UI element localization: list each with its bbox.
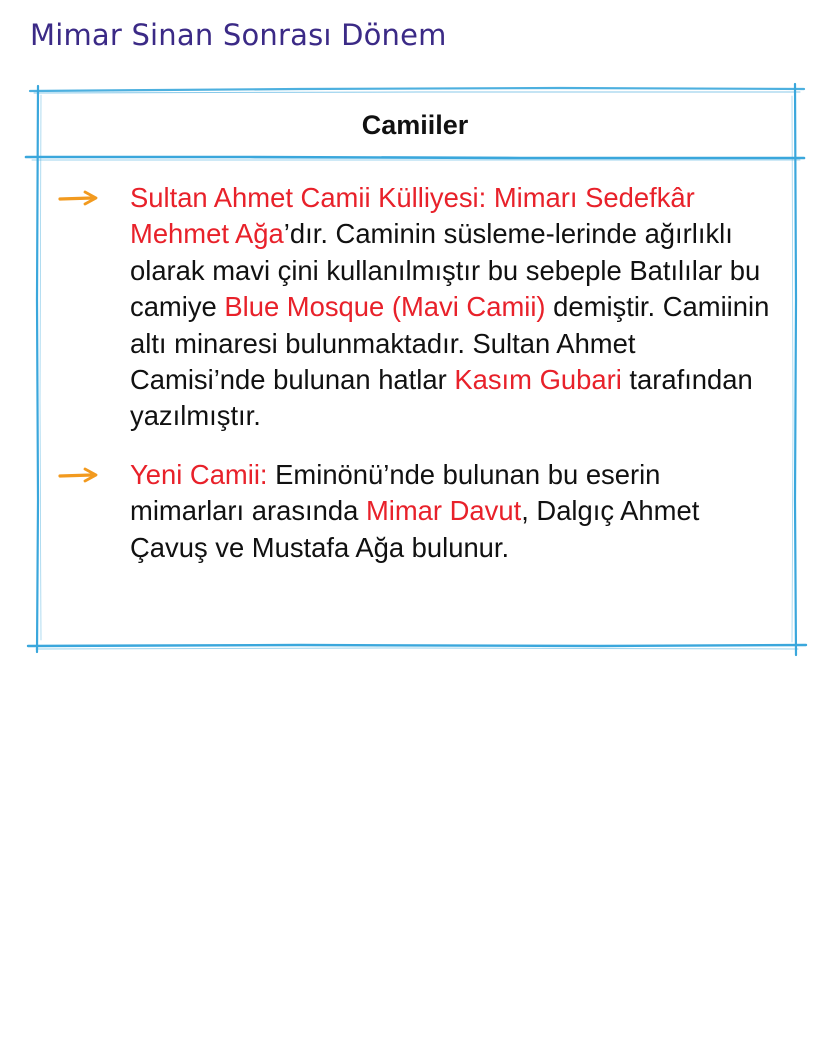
body-text: tarafından yazılmıştır. — [130, 364, 753, 432]
body-text: , Dalgıç Ahmet Çavuş ve Mustafa Ağa bulunur. — [130, 495, 700, 563]
list-item — [34, 457, 796, 566]
item-text — [130, 182, 769, 431]
camiiler-box — [34, 88, 796, 646]
list-item — [34, 180, 796, 435]
item-list — [34, 180, 796, 588]
arrow-right-icon — [58, 188, 104, 208]
body-text: Eminönü’nde bulunan bu eserin mimarları arasında — [130, 458, 661, 527]
page-title: Mimar Sinan Sonrası Dönem — [30, 18, 447, 52]
item-text — [130, 459, 699, 563]
highlight-text: Sultan Ahmet Camii Külliyesi: Mimarı Sedefkâr Mehmet Ağa — [130, 182, 695, 250]
arrow-right-icon — [58, 465, 104, 485]
highlight-text: Mimar Davut — [365, 495, 522, 527]
highlight-text: Kasım Gubari — [454, 364, 622, 396]
highlight-text: Yeni Camii: — [130, 458, 268, 490]
box-header: Camiiler — [361, 110, 469, 140]
body-text: demiştir. Camiinin altı minaresi bulunmaktadır. Sultan Ahmet Camisi’nde bulunan hatlar — [130, 291, 770, 396]
body-text: ’dır. Caminin süsleme-lerinde ağırlıklı olarak mavi çini kullanılmıştır bu sebeple Batılılar bu camiye — [130, 218, 761, 323]
highlight-text: Blue Mosque (Mavi Camii) — [224, 291, 546, 323]
